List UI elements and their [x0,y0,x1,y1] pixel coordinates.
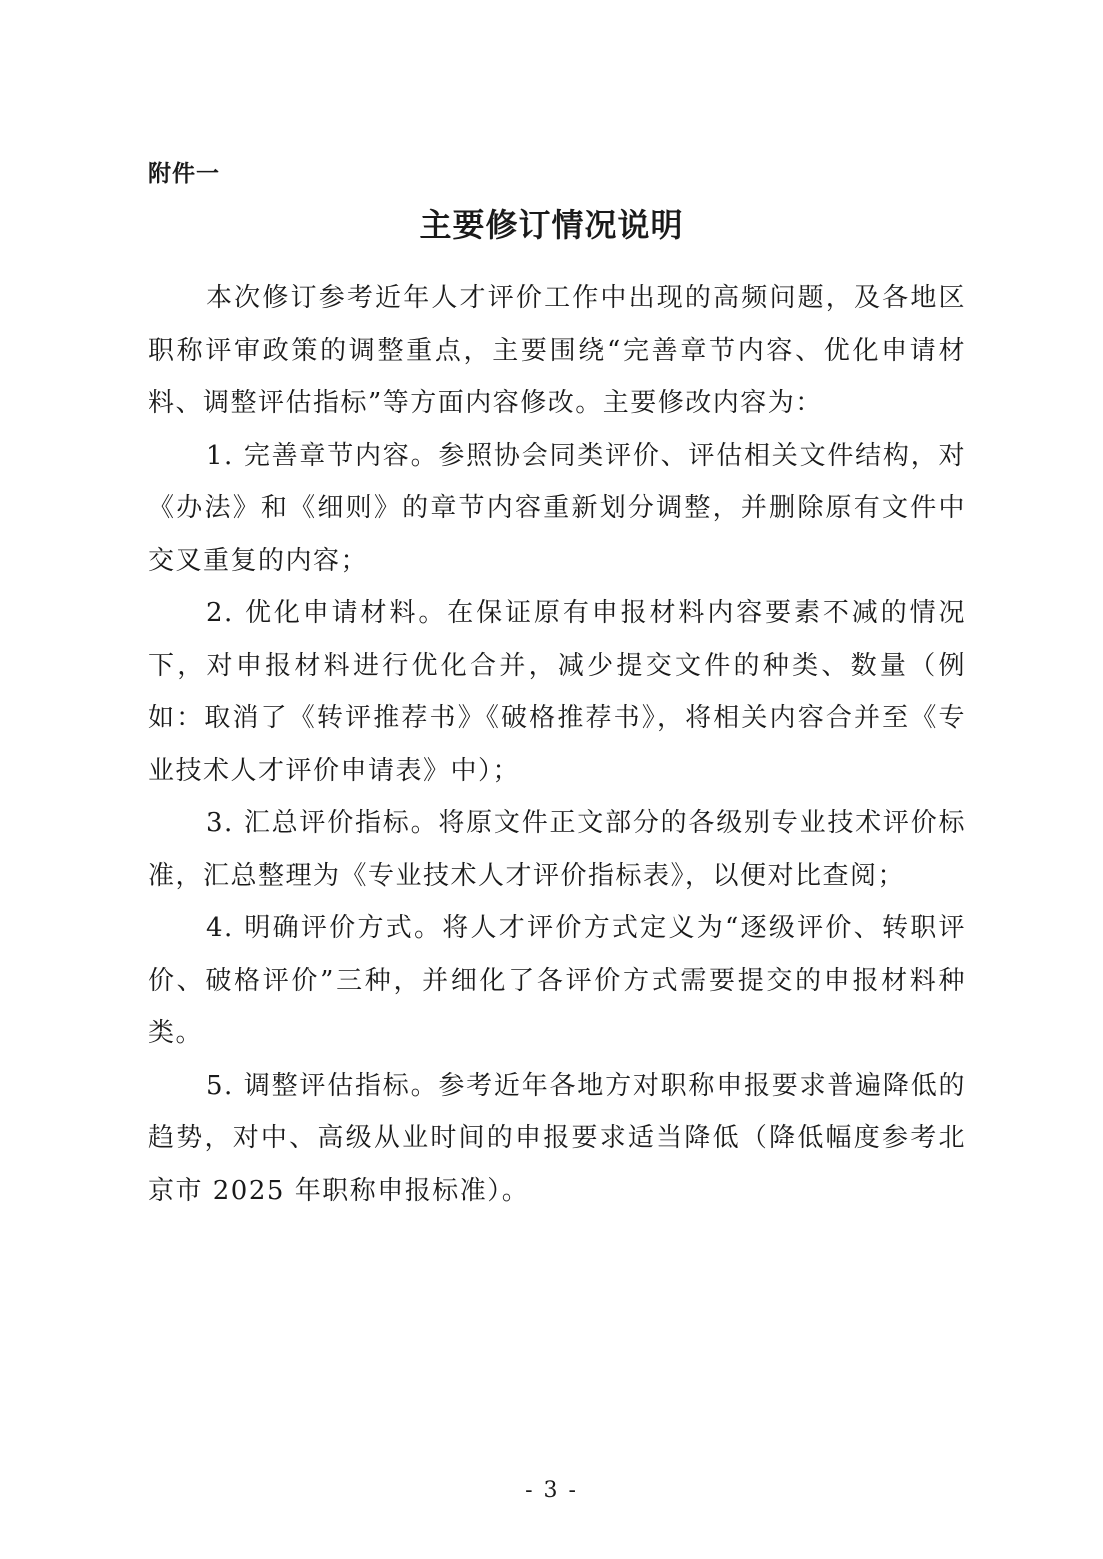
paragraph-item-5: 5. 调整评估指标。参考近年各地方对职称申报要求普遍降低的趋势，对中、高级从业时间的申报要求适当降低（降低幅度参考北京市 2025 年职称申报标准）。 [148,1070,966,1206]
attachment-label: 附件一 [148,161,220,187]
paragraph-intro: 本次修订参考近年人才评价工作中出现的高频问题，及各地区职称评审政策的调整重点，主要围绕“完善章节内容、优化申请材料、调整评估指标”等方面内容修改。主要修改内容为： [148,283,966,418]
paragraph-item-2: 2. 优化申请材料。在保证原有申报材料内容要素不减的情况下，对申报材料进行优化合并，减少提交文件的种类、数量（例如：取消了《转评推荐书》《破格推荐书》，将相关内容合并至《专业技术人才评价申请表》中）； [148,598,966,786]
paragraph-item-1: 1. 完善章节内容。参照协会同类评价、评估相关文件结构，对《办法》和《细则》的章节内容重新划分调整，并删除原有文件中交叉重复的内容； [148,440,966,576]
page-number: - 3 - [525,1478,578,1503]
document-body [148,272,966,1217]
document-title: 主要修订情况说明 [419,206,684,244]
paragraph-item-4: 4. 明确评价方式。将人才评价方式定义为“逐级评价、转职评价、破格评价”三种，并细化了各评价方式需要提交的申报材料种类。 [148,913,966,1048]
paragraph-item-3: 3. 汇总评价指标。将原文件正文部分的各级别专业技术评价标准，汇总整理为《专业技术人才评价指标表》，以便对比查阅； [148,808,966,891]
